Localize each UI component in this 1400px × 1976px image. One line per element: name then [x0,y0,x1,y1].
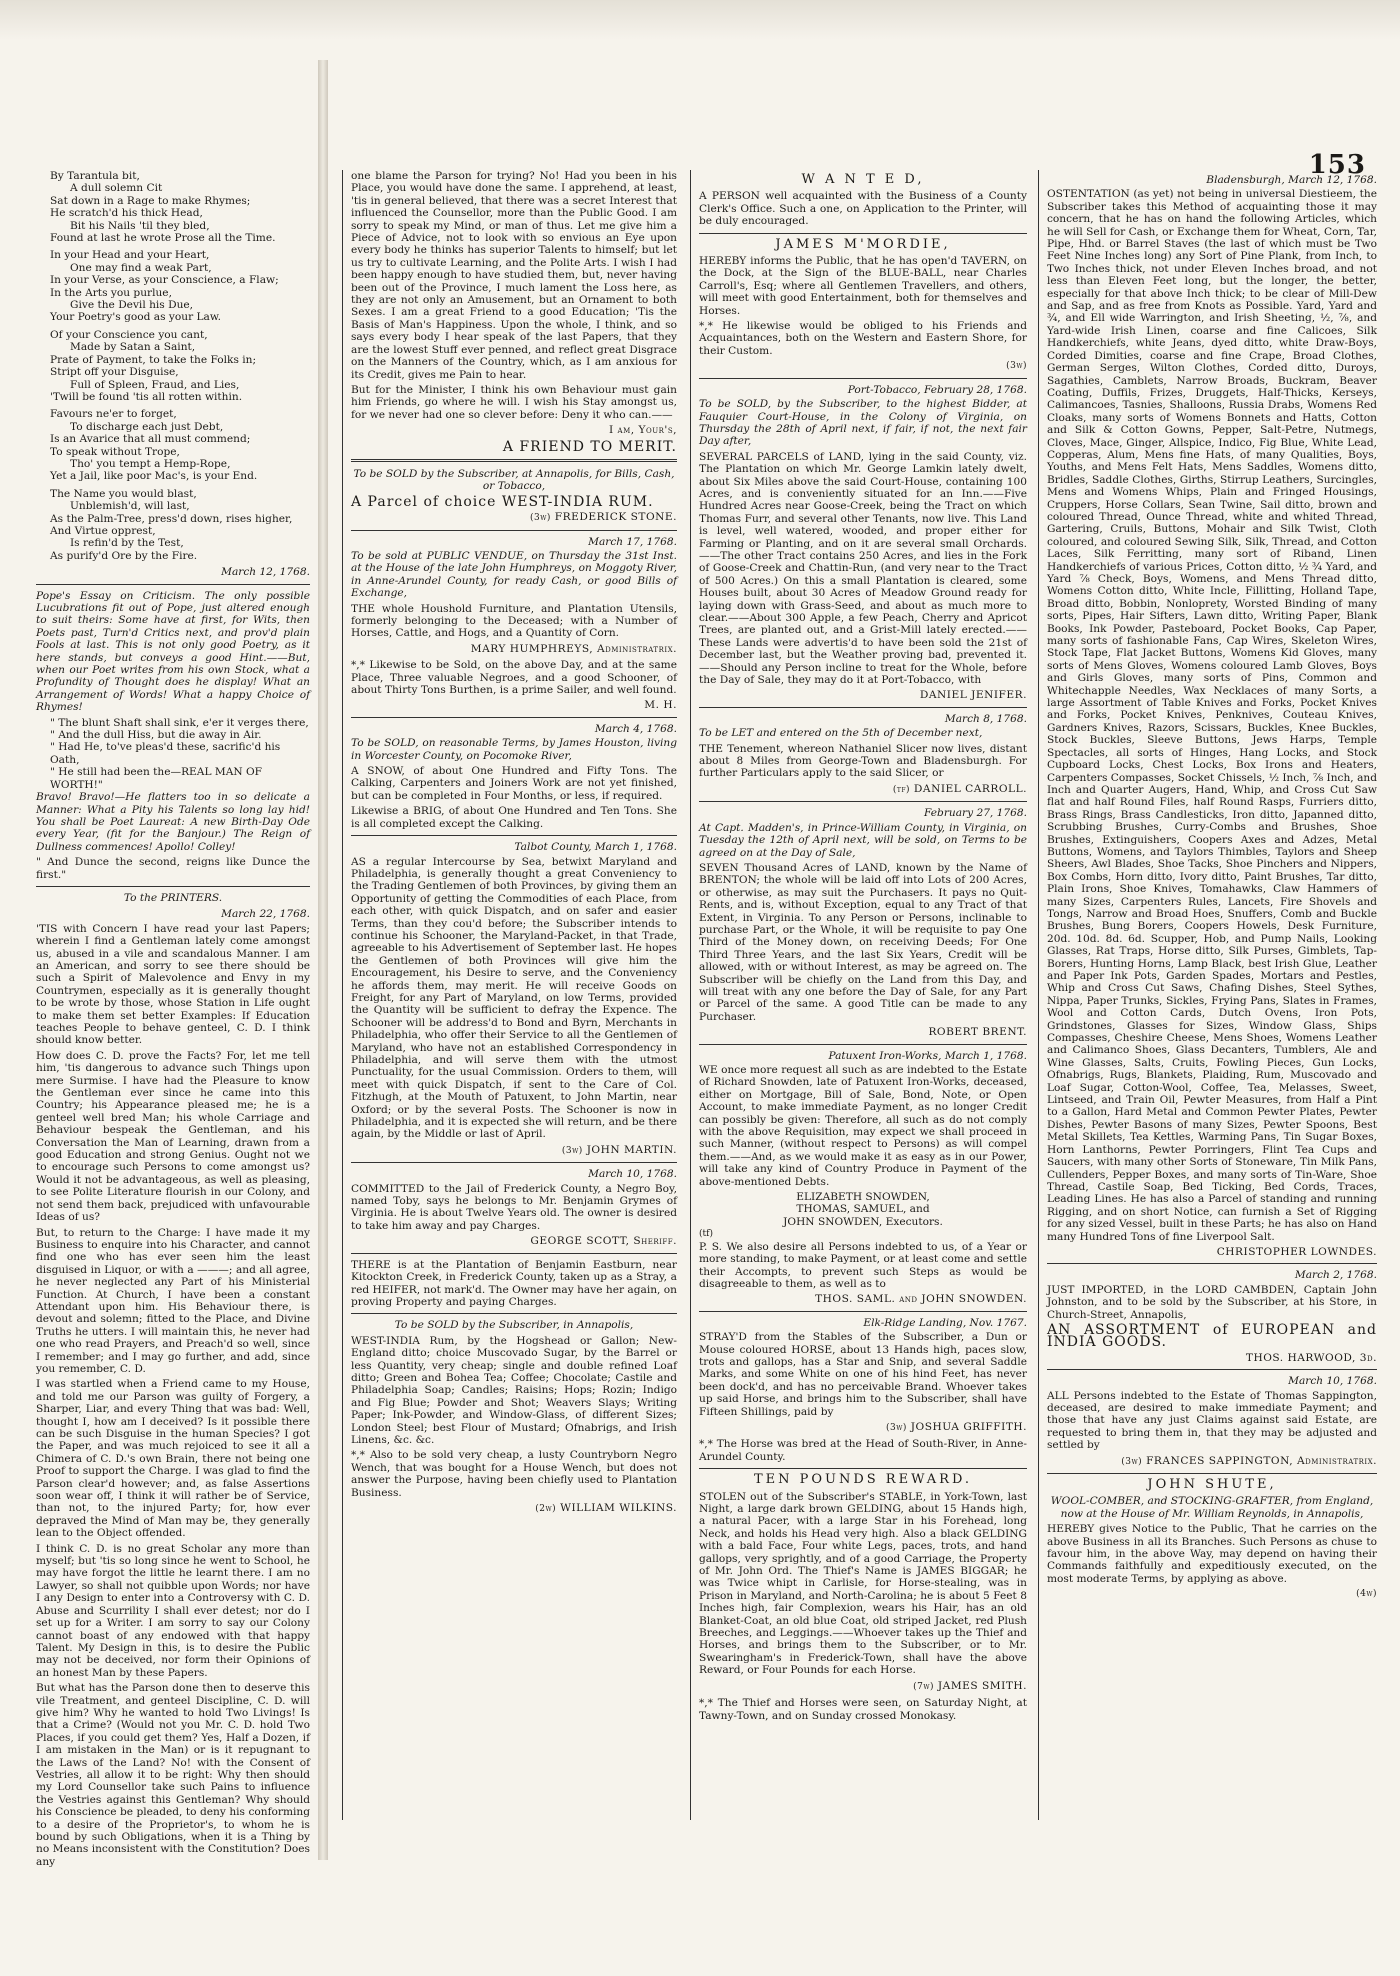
divider [351,530,677,531]
stray-body: STRAY'D from the Stables of the Subscriber, a Dun or Mouse coloured HORSE, about 13 Hands high, paces slow, trots and gallops, has a Star and Snip, and several Saddle Marks, and some White on one of his hind Feet, has never been dock'd, and has no perceivable Brand. Whoever takes up said Horse, and brings him to the Subscriber, shall have Fifteen Shillings, paid by [699,1331,1027,1418]
poem-line: Of your Conscience you cant, [50,328,208,341]
snow-intro: To be SOLD, on reasonable Terms, by James Houston, living in Worcester County, on Pocomoke River, [351,737,677,762]
lowndes-body: OSTENTATION (as yet) not being in universal Diestieem, the Subscriber takes this Method of acquainting those it may concern, that he has on hand the following Articles, which he will Sell for Cash, or Exchange them for Wheat, Corn, Tar, Pipe, Hhd. or Barrel Staves (the last of which must be Two Feet Nine Inches long) any Sort of Pine Plank, from Inch, to Two Inches thick, not under Eleven Inches broad, and not less than Eleven Feet long, but the longer, the better, especially for that above Inch thick; to be clear of Mill-Dew and Sap, and as free from Knots as Possible. Yard, Yard and ¾, and Ell wide Warrington, and Irish Sheeting, ½, ⅞, and Yard-wide Irish Linen, coarse and fine Calicoes, Silk Handkerchiefs, white Jeans, dyed ditto, white Draw-Boys, Corded Dimities, coarse and fine Crape, Broad Clothes, German Serges, Wilton Clothes, Corded ditto, Duroys, Sagathies, Camblets, Narrow Broads, Buckram, Beaver Coating, Duffils, Frizes, Druggets, Half-Thicks, Kerseys, Calimancoes, Tasnies, Shalloons, Russia Drabs, Womens Red Cloaks, many sorts of Womens Bonnets and Hatts, Cotton and Silk & Cotton Gowns, Pepper, Salt-Petre, Nutmegs, Cloves, Mace, Ginger, Allspice, Indico, Fig Blue, White Lead, Copperas, Alum, Mens fine Hats, of many Qualities, Boys, Youths, and Mens Felt Hats, Mens Saddles, Womens ditto, Bridles, Saddle Clothes, Girths, Stirrup Leathers, Surcingles, Mens and Womens Whips, Plain and Fringed Housings, Cruppers, Horse Collars, Sean Twine, Sail ditto, brown and coloured Thread, Ounce Thread, white and whited Thread, Gartering, Cruils, Buttons, Mohair and Silk Twist, Cloth coloured, and coloured Sewing Silk, Silk, Thread, and Cotton Laces, Silk Ferritting, many sort of Riband, Linen Handkerchiefs of various Prices, Cotton ditto, ½ ¾ Yard, and Yard ⅞ Check, Boys, Womens, and Mens Thread ditto, Womens Cotton ditto, White Incle, Fillitting, Holland Tape, Broad ditto, Bobbin, Nonloprety, Worsted Binding of many sorts, Pipes, Hair Sifters, Lawn ditto, Writing Paper, Blank Books, Ink Powder, Pasteboard, Pocket Books, Cap Paper, many sorts of fashionable Fans, Cap Wires, Skeleton Wires, Stock Tape, Flat Jacket Buttons, Womens Kid Gloves, many sorts of Mens Gloves, Womens coloured Lamb Gloves, Boys and Girls Gloves, many sorts of Pins, Common and Whitechapple Needles, Wax Necklaces of many Sorts, a large Assortment of Table Knives and Forks, Pocket Knives and Forks, Pocket Knives, Penknives, Couteau Knives, Gardners Knives, Razors, Scissars, Buckles, Knee Buckles, Stock Buckles, Sleeve Buttons, Jews Harps, Temple Spectacles, all sorts of Hinges, Hang Locks, and Stock Cupboard Locks, Chest Locks, Box Irons and Heaters, Carpenters Compasses, Socket Chissels, ½ Inch, ⅞ Inch, and Inch and Quarter Augers, Hand, Whip, and Cross Cut Saw flat and half Round Files, half Round Rasps, Furriers ditto, Brass Rings, Brass Candlesticks, Iron ditto, Japanned ditto, Scrubbing Brushes, Curry-Combs and Brushes, Shoe Brushes, Extinguishers, Coopers Axes and Adzes, Metal Buttons, Womens, and Taylors Thimbles, Taylors and Sheep Sheers, Awl Blades, Shoe Tacks, Shoe Pinchers and Nippers, Box Combs, Horn ditto, Ivory ditto, Paint Brushes, Tar ditto, Plain Irons, Shoe Knives, Tomahawks, Claw Hammers of many Sizes, Carpenters Rules, Lancets, Fire Shovels and Tongs, Narrow and Broad Hoes, Snuffers, Comb and Buckle Brushes, Bung Borers, Coopers Howels, Desk Furniture, 20d. 10d. 8d. 6d. Scupper, Hob, and Pump Nails, Looking Glasses, Rat Traps, Horse ditto, Silk Purses, Gimblets, Tap-Borers, Hunting Horns, Lamp Black, best Irish Glue, Leather and Paper Ink Pots, Garden Spades, Mortars and Pestles, Whip and Cross Cut Saws, Chafing Dishes, Steel Sythes, Nippa, Paper Trunks, Sickles, Frying Pans, Slates in Frames, Wool and Cotton Cards, Dutch Ovens, Iron Pots, Grindstones, Glasses for Sizes, Window Glass, Ships Compasses, Cheshire Cheese, Mens Shoes, Womens Leather and Calimanco Shoes, Glass Decanters, Tumblers, Ale and Wine Glasses, Salts, Cruits, Fowling Pieces, Gun Locks, Ofnabrigs, Rugs, Blankets, Plaiding, Rum, Muscovado and Loaf Sugar, Cotton-Wool, Coffee, Tea, Melasses, Sweet, Lintseed, and Train Oil, Pewter Measures, from Half a Pint to a Gallon, Hard Metal and Common Pewter Plates, Pewter Dishes, Pewter Basons of many Sizes, Pewter Spoons, Best Metal Skillets, Tea Kettles, Warming Pans, Tin Sugar Boxes, Horn Lanthorns, Pewter Porringers, Flint Tea Cups and Saucers, with many other Sorts of Stoneware, Tin Milk Pans, Cullenders, Pepper Boxes, and many sorts of Tin-Ware, Shoe Thread, Castile Soap, Bed Ticking, Bed Cords, Traces, Leading Lines. He has also a Parcel of standing and running Rigging, and on short Notice, can furnish a Set of Rigging for any sized Vessel, built in these Parts; he has also on Hand many Hundred Tons of fine Liverpool Salt. [1047,188,1377,1243]
divider [351,1253,677,1254]
divider [1047,1473,1377,1474]
printers-heading: To the PRINTERS. [123,891,223,904]
wilkins-body: WEST-INDIA Rum, by the Hogshead or Gallon; New-England ditto; choice Muscovado Sugar, by the Barrel or less Quantity, very cheap; single and double refined Loaf ditto; Green and Bohea Tea; Coffee; Chocolate; Castile and Philadelphia Soap; Candles; Raisins; Hops; Rozin; Indigo and Fig Blue; Powder and Shot; Weavers Slays; Writing Paper; Ink-Powder, and Window-Glass, of different Sizes; London Steel; best Flour of Mustard; Ofnabrigs, and Irish Linens, &c. &c. [351,1334,677,1446]
poem-line: Tho' you tempt a Hemp-Rope, [70,457,231,470]
poem-line: Bit his Nails 'til they bled, [70,219,210,232]
divider [699,233,1027,234]
essay-text: Pope's Essay on Criticism. The only possible Lucubrations fit out of Pope, just altered enough to suit theirs: Some have at first, for Wits, then Poets past, Turn'd Critics next, and prov'd plain Fools at last. This is not only good Poetry, as it here stands, but conveys a good Hint.——But, when our Poet writes from his own Stock, what a Profundity of Thought does he display! What an Arrangement of Words! What a happy Choice of Rhymes! [36,589,310,714]
tavern-note: *,* He likewise would be obliged to his Friends and Acquaintances, both on the Western and Eastern Shore, for their Custom. [699,320,1027,357]
tavern-heading: JAMES M'MORDIE, [775,236,951,252]
divider [699,1468,1027,1469]
iron-code: (tf) [699,1229,713,1240]
let-code: (tf) [892,784,911,795]
lowndes-date: Bladensburgh, March 12, 1768. [1206,174,1377,186]
land-body: SEVERAL PARCELS of LAND, lying in the said County, viz. The Plantation on which Mr. George Lamkin lately dwelt, about Six Miles above the said Court-House, containing 100 Acres, and is conveniently situated for an Inn.——Five Hundred Acres near Goose-Creek, being the Tract on which Thomas Furr, and several other Tenants, now live. This Land is level, well watered, wooded, and proper either for Farming or Planting, and on it are several small Orchards.——The other Tract contains 250 Acres, and lies in the Fork of Goose-Creek and Chattin-Run, (and very near to the Tract of 500 Acres.) On this a small Plantation is cleared, some Houses built, about 30 Acres of Meadow Ground ready for laying down with Grass-Seed, and about as much more to clear.——About 300 Apple, a few Peach, Cherry and Apricot Trees, are planted out, and a Grist-Mill lately erected.——These Lands were advertis'd to have been sold the 21st of December last, but the Weather proving bad, prevented it.——Should any Person incline to treat for the Whole, before the Day of Sale, they may do it at Port-Tobacco, with [699,450,1027,687]
quoted-lines [36,717,310,791]
iron-executors: Executors. [885,1215,943,1228]
wilkins-intro: To be SOLD by the Subscriber, in Annapolis, [394,1319,634,1332]
poem-line: Yet a Jail, like poor Mac's, is your End. [50,470,258,483]
poem-line: Stript off your Disguise, [50,366,179,379]
letter-paragraph: But, to return to the Charge: I have made it my Business to enquire into his Character, and cannot find one who has ever seen him the least disguised in Liquor, or with a ———; and all agree, he never neglected any Part of his Ministerial Function. At Church, I have been a constant Attendant upon him. His Behaviour there, is devout and solemn; fitted to the Place, and Divine Truths he utters. I will maintain this, he never had one who read Prayers, and Preach'd so well, since I remember; and I may go further, and add, since you remember, C. D. [36,1226,310,1375]
stray-note: *,* The Horse was bred at the Head of South-River, in Anne-Arundel County. [699,1438,1027,1463]
poem-line: The Name you would blast, [50,487,197,500]
poem-date: March 12, 1768. [221,566,310,579]
poem-line: Is an Avarice that all must commend; [50,433,251,446]
parson-signature: A FRIEND TO MERIT. [502,438,677,455]
rum-title: A Parcel of choice WEST-INDIA RUM. [351,493,654,510]
letter-paragraph: But for the Minister, I think his own Behaviour must gain him Friends, go where he will. I wish his Stay amongst us, for we never had one so clever before: Deny it who can.—— [351,383,677,421]
sappington-date: March 10, 1768. [1288,1375,1377,1388]
poem-line: And Virtue opprest, [50,524,156,537]
iron-postscript: P. S. We also desire all Persons indebted to us, of a Year or more standing, to make Payment, or at least come and settle their Accompts, to prevent such Steps as would be disagreeable to them, as well as to [699,1240,1027,1290]
vendue-signature: MARY HUMPHREYS, Administratrix. [470,642,677,655]
brenton-body: SEVEN Thousand Acres of LAND, known by the Name of BRENTON; the whole will be laid off into Lots of 200 Acres, or otherwise, as may suit the Purchasers. It pays no Quit-Rents, and is, without Exception, equal to any Tract of that Extent, in Virginia. To any Person or Persons, inclinable to purchase Part, or the Whole, it will be requisite to pay One Third of the Money down, on receiving Deeds; For One Third Three Years, and the last Six Years, Credit will be allowed, with or without Interest, as may be agreed on. The Subscriber will be chiefly on the Land from this Day, and will treat with any one before the Day of Sale, for any Part or Parcel of the same. A good Title can be made to any Purchaser. [699,861,1027,1023]
letter-paragraph: one blame the Parson for trying? No! Had you been in his Place, you would have done the same. I apprehend, at least, 'tis in general believed, that there was a secret Interest that influenced the Counsellor, more than the Public Good. I am sorry to speak my Mind, or man of thus. Let me give him a Piece of Advice, not to look with so envious an Eye upon every body he thinks has superior Talents to himself; but let us try to cultivate Learning, and the Polite Arts. I wish I had been happy enough to have studied them, but, never having been out of the Province, I much lament the Loss here, as they are not only an Amusement, but an Ornament to both Sexes. I am a great Friend to a good Education; 'Tis the Basis of Man's Happiness. Upon the whole, I think, and so says every body I hear speak of the last Papers, that they are the lowest Stuff ever penned, and reflect great Disgrace on the Manners of the Country, which, as I am anxious for its Credit, gives me Pain to hear. [351,170,677,381]
brenton-date: February 27, 1768. [924,807,1027,820]
poem-line: Favours ne'er to forget, [50,408,177,421]
jail-date: March 10, 1768. [588,1168,677,1181]
poem-line: He scratch'd his thick Head, [50,207,203,220]
iron-signature-2: THOMAS, SAMUEL, and [796,1203,930,1216]
poem-line: As purify'd Ore by the Fire. [50,549,198,562]
page-fold [0,0,1400,40]
iron-date: Patuxent Iron-Works, March 1, 1768. [828,1049,1027,1062]
iron-signature-1: ELIZABETH SNOWDEN, [796,1191,930,1204]
wanted-heading: W A N T E D, [801,172,925,187]
divider [699,801,1027,802]
heifer-body: THERE is at the Plantation of Benjamin Eastburn, near Kitockton Creek, in Frederick County, taken up as a Stray, a red HEIFER, not mark'd. The Owner may have her again, on proving Property and paying Charges. [351,1258,677,1308]
harwood-signature: THOS. HARWOOD, 3d. [1245,1351,1377,1364]
harwood-heading: JUST IMPORTED, in the LORD CAMBDEN, Captain John Johnston, and to be sold by the Subscriber, at his Store, in Church-Street, Annapolis, [1047,1283,1377,1321]
packet-code: (3w) [561,1145,583,1156]
divider [699,707,1027,708]
let-intro: To be LET and entered on the 5th of December next, [699,727,983,740]
column-2 [342,170,677,1820]
packet-body: AS a regular Intercourse by Sea, betwixt Maryland and Philadelphia, is generally thought a great Conveniency to the Trading Gentlemen of both Provinces, by giving them an Opportunity of getting the Commodities of each Place, from each other, with quick Dispatch, and on safer and easier Terms, than they cou'd before; the Subscriber intends to continue his Schooner, the Maryland-Packet, in that Trade, agreeable to his Advertisement of September last. He hopes the Gentlemen of both Provinces will give him the Encouragement, his Desire to serve, and the Conveniency he affords them, may merit. He will receive Goods on Freight, for any Part of Maryland, on low Terms, provided the Quantity will be sufficient to defray the Expence. The Schooner will be address'd to Bond and Byrn, Merchants in Philadelphia, who offer their Service to all the Gentlemen of Maryland, who have not an established Correspondency in Philadelphia, and will serve them with the utmost Punctuality, for the usual Commission. Orders to them, will meet with quick Dispatch, if sent to the Care of Col. Fitzhugh, at the Mouth of Patuxent, to John Martin, near Oxford; or by the several Posts. The Schooner is now in Philadelphia, and it is expected she will return, and be there again, by the Middle or last of April. [351,855,677,1141]
land-signature: DANIEL JENIFER. [919,689,1027,702]
divider [36,584,310,585]
poem-line: To discharge each just Debt, [70,420,224,433]
column-1 [36,170,310,1868]
stray-signature: JOSHUA GRIFFITH. [910,1420,1027,1433]
jail-body: COMMITTED to the Jail of Frederick County, a Negro Boy, named Toby, says he belongs to Mr. Benjamin Grymes of Virginia. He is about Twelve Years old. The owner is desired to take him away and pay Charges. [351,1182,677,1232]
divider [699,1044,1027,1045]
letter-paragraph: 'TIS with Concern I have read your last Papers; wherein I find a Gentleman lately come amongst us, abused in a vile and scandalous Manner. I am an American, and sorry to see there should be such a Spirit of Malevolence and Envy in my Countrymen, especially as it is generally thought to be wrote by those, whose Station in Life ought to make them set better Examples: If Education teaches People to behave genteel, C. D. I think should know better. [36,922,310,1047]
bravo-text: Bravo! Bravo!—He flatters too in so delicate a Manner: What a Pity his Talents so long lay hid! You shall be Poet Laureat: A new Birth-Day Ode every Year, (fit for the Banjour.) The Reign of Dullness commences! Apollo! Colley! [36,791,310,853]
letter-paragraph: But what has the Parson done then to deserve this vile Treatment, and genteel Discipline, C. D. will give him? Why he wanted to hold Two Livings! Is that a Crime? (Would not you Mr. C. D. hold Two Places, if you could get them? Yes, Half a Dozen, if I am mistaken in the Man) or is it repugnant to the Laws of the Land? No! with the Consent of Vestries, all allow it to be right: Why then should my Lord Counsellor take such Pains to influence the Vestries against this Gentleman? Why should his Conscience be pleaded, to deny his conforming to a desire of the Proprietor's, to whom he is bound by such Obligations, when it is a Thing by no Means inconsistent with the Constitution? Does any [36,1682,310,1868]
stray-date: Elk-Ridge Landing, Nov. 1767. [863,1316,1027,1329]
iron-body: WE once more request all such as are indebted to the Estate of Richard Snowden, late of Patuxent Iron-Works, deceased, either on Mortgage, Bill of Sale, Bond, Note, or Open Account, to make immediate Payment, as no longer Credit can possibly be given: Therefore, all such as do not comply with the above Requisition, may expect we shall proceed in such Manner, (without respect to Persons) as will compel them.——And, as we would make it as easy as in our Power, will take any kind of Country Produce in Payment of the above-mentioned Debts. [699,1064,1027,1188]
tavern-body: HEREBY informs the Public, that he has open'd TAVERN, on the Dock, at the Sign of the BLUE-BALL, near Charles Carroll's, Esq; where all Gentlemen Travellers, and others, will meet with good Entertainment, both for themselves and Horses. [699,255,1027,317]
harwood-date: March 2, 1768. [1294,1269,1377,1282]
page-gutter [318,60,328,1860]
letter-paragraph: I was startled when a Friend came to my House, and told me our Parson was guilty of Forgery, a Sharper, Liar, and every Thing that was bad: Well, thought I, how am I deceived? Is it possible there can be such Disguise in the human Species? I got the Paper, and was much rejoiced to see it all a Chimera of C. D.'s own Brain, there not being one Proof to support the Charge. I was glad to find the Parson clear'd however; and, as false Assertions soon wear off, I think it will rather be of Service, than not, to the injured Party; for, how ever depraved the Mind of Man may be, they generally lean to the Object offended. [36,1378,310,1540]
column-4 [1038,170,1377,1820]
poem-line: In the Arts you purlue, [50,286,172,299]
sappington-code: (3w) [1121,1456,1143,1467]
shute-body: HEREBY gives Notice to the Public, That he carries on the above Business in all its Branches. Such Persons as chuse to favour him, in the above Way, may depend on having their Commands faithfully and expeditiously executed, on the most moderate Terms, by applying as above. [1047,1523,1377,1585]
divider [351,459,677,462]
page-number: 153 [1308,150,1366,180]
poem-line: Made by Satan a Saint, [70,341,196,354]
snow-brig: Likewise a BRIG, of about One Hundred and Ten Tons. She is all completed except the Calking. [351,805,677,830]
shute-code: (4w) [1356,1589,1377,1600]
vendue-note: *,* Likewise to be Sold, on the above Day, and at the same Place, Three valuable Negroes, and a good Schooner, of about Thirty Tons Burthen, is a prime Sailer, and well found. [351,659,677,697]
stray-code: (3w) [885,1422,907,1433]
letter-paragraph: I think C. D. is no great Scholar any more than myself; but 'tis so long since he went to School, he may have forgot the little he learnt there. I am no Lawyer, so shall not quibble upon Words; nor have I any Design to enter into a Controversy with C. D. Abuse and Scurrility I shall ever detest; nor do I set up for a Writer. I am sorry to say our Colony cannot boast of any endowed with that happy Talent. My Design in this, is to desire the Public may not be deceived, nor form their Opinions of an honest Man by these Papers. [36,1542,310,1679]
divider [699,1311,1027,1312]
land-intro: To be SOLD, by the Subscriber, to the highest Bidder, at Fauquier Court-House, in the Colony of Virginia, on Thursday the 28th of April next, if fair, if not, the next fair Day after, [699,398,1027,448]
printers-date: March 22, 1768. [221,908,310,921]
poem-line: In your Verse, as your Conscience, a Flaw; [50,274,279,287]
divider [36,886,310,887]
rum-intro: To be SOLD by the Subscriber, at Annapolis, for Bills, Cash, or Tobacco, [353,467,675,493]
poem-line: Prate of Payment, to take the Folks in; [50,353,257,366]
poem-line: Give the Devil his Due, [70,299,194,312]
column-3 [690,170,1027,1820]
divider [351,717,677,718]
poem-line: In your Head and your Heart, [50,249,210,262]
poem-line: Is refin'd by the Test, [70,537,184,550]
reward-note: *,* The Thief and Horses were seen, on Saturday Night, at Tawny-Town, and on Sunday crossed Monokasy. [699,1697,1027,1722]
poem-line: 'Twill be found 'tis all rotten within. [50,390,243,403]
rum-code: (3w) [529,513,551,524]
quote-line: " The blunt Shaft shall sink, e'er it verges there, [50,716,309,729]
divider [699,378,1027,379]
rum-signature: FREDERICK STONE. [554,511,677,524]
let-date: March 8, 1768. [944,712,1027,725]
let-signature: DANIEL CARROLL. [913,782,1027,795]
vendue-body: THE whole Houshold Furniture, and Plantation Utensils, formerly belonging to the Deceased; with a Number of Horses, Cattle, and Hogs, and a Quantity of Corn. [351,602,677,640]
snow-body: A SNOW, of about One Hundred and Fifty Tons. The Calking, Carpenters and Joiners Work are not yet finished, but can be completed in Four Months, or less, if required. [351,765,677,802]
quote-line: " And the dull Hiss, but die away in Air. [50,729,262,742]
dunce-line: " And Dunce the second, reigns like Dunce the first." [36,856,310,881]
poem-line: As the Palm-Tree, press'd down, rises higher, [50,512,293,525]
divider [1047,1369,1377,1370]
vendue-intro: To be sold at PUBLIC VENDUE, on Thursday the 31st Inst. at the House of the late John Humphreys, on Moggoty River, in Anne-Arundel County, for ready Cash, or good Bills of Exchange, [351,549,677,600]
let-body: THE Tenement, whereon Nathaniel Slicer now lives, distant about 8 Miles from George-Town and Bladensburgh. For further Particulars apply to the said Slicer, or [699,742,1027,780]
snow-date: March 4, 1768. [594,722,677,735]
poem-line: A dull solemn Cit [70,182,163,195]
sappington-body: ALL Persons indebted to the Estate of Thomas Sappington, deceased, are desired to make immediate Payment; and those that have any just Claims against said Estate, are requested to bring them in, that they may be adjusted and settled by [1047,1389,1377,1452]
letter-paragraph: How does C. D. prove the Facts? For, let me tell him, 'tis dangerous to advance such Things upon mere Surmise. I have had the Pleasure to know the Gentleman ever since he came into this Country; his Appearance pleased me; he is a genteel well bred Man; his whole Carriage and Behaviour bespeak the Gentleman, and his Conversation the Man of Learning, drawn from a good Education and strong Genius. Ought not we to encourage such Persons to come amongst us? Would it not be advantageous, as well as pleasing, to see Polite Literature flourish in our Colony, and not send them back, prejudiced with unfavourable Ideas of us? [36,1049,310,1224]
tavern-code: (3w) [1006,361,1027,372]
parson-letter-continued [351,170,677,421]
divider [351,1162,677,1163]
vendue-initials: M. H. [644,699,677,712]
printers-letter [36,923,310,1868]
vendue-date: March 17, 1768. [588,535,677,548]
divider [351,1313,677,1314]
wilkins-code: (2w) [535,1504,557,1514]
poem-line: One may find a weak Part, [70,261,212,274]
brenton-intro: At Capt. Madden's, in Prince-William County, in Virginia, on Tuesday the 12th of April next, will be sold, on Terms to be agreed on at the Day of Sale, [699,821,1027,859]
shute-heading: JOHN SHUTE, [1147,1477,1277,1493]
jail-signature: GEORGE SCOTT, Sheriff. [530,1235,677,1248]
shute-subheading: WOOL-COMBER, and STOCKING-GRAFTER, from England, now at the House of Mr. William Reynolds, in Annapolis, [1050,1495,1374,1520]
poem-line: Unblemish'd, will last, [70,500,190,513]
poem-line: By Tarantula bit, [50,170,140,182]
parson-close: I am, Your's, [609,424,677,437]
poem-line: To speak without Trope, [50,445,180,458]
divider [351,835,677,836]
packet-signature: JOHN MARTIN. [586,1143,677,1156]
poem-line: Sat down in a Rage to make Rhymes; [50,194,251,207]
divider [1047,1263,1377,1264]
iron-ps-signature: THOS. SAML. and JOHN SNOWDEN. [815,1293,1027,1306]
reward-signature: JAMES SMITH. [937,1679,1027,1692]
wilkins-note: *,* Also to be sold very cheap, a lusty Countryborn Negro Wench, that was bought for a House Wench, but does not answer the Purpose, having been chiefly used to Plantation Business. [351,1449,677,1499]
lowndes-signature: CHRISTOPHER LOWNDES. [1216,1245,1377,1258]
land-date: Port-Tobacco, February 28, 1768. [847,383,1027,396]
sappington-signature: FRANCES SAPPINGTON, Administratrix. [1146,1454,1377,1467]
reward-code: (7w) [913,1681,935,1692]
iron-signature-3: JOHN SNOWDEN, [783,1215,883,1228]
quote-line: " Had He, to've pleas'd these, sacrific'd his Oath, [50,741,281,766]
harwood-body: AN ASSORTMENT of EUROPEAN and INDIA GOODS. [1047,1321,1377,1351]
quote-line: " He still had been the—REAL MAN OF WORTH!" [50,766,263,791]
reward-heading: TEN POUNDS REWARD. [753,1472,973,1488]
reward-body: STOLEN out of the Subscriber's STABLE, in York-Town, last Night, a large dark brown GELDING, about 15 Hands high, a natural Pacer, with a large Star in his Forehead, long Neck, and holds his Head very high. Also a black GELDING with a bald Face, Four white Legs, paces, trots, and hand gallops, very sprightly, and of a good Carriage, the Property of Mr. John Ord. The Thief's Name is JAMES BIGGAR; he was Twice whipt in Carlisle, for Horse-stealing, was in Prison in Maryland, and North-Carolina; he is about 5 Feet 8 Inches high, fair Complexion, wears his Hair, has an old Blanket-Coat, an old blue Coat, old striped Jacket, red Plush Breeches, and Leggings.——Whoever takes up the Thief and Horses, and brings them to the Subscriber, or to Mr. Swearingham's in Frederick-Town, shall have the above Reward, or Four Pounds for each Horse. [699,1490,1027,1677]
wanted-body: A PERSON well acquainted with the Business of a County Clerk's Office. Such a one, on Application to the Printer, will be duly encouraged. [699,190,1027,228]
packet-date: Talbot County, March 1, 1768. [514,841,677,854]
brenton-signature: ROBERT BRENT. [928,1026,1027,1039]
poem-line: Your Poetry's good as your Law. [50,311,222,324]
poem-line: Found at last he wrote Prose all the Time. [50,232,276,245]
poem-verse [36,170,310,562]
poem-line: Full of Spleen, Fraud, and Lies, [70,378,240,391]
wilkins-signature: WILLIAM WILKINS. [560,1502,677,1514]
